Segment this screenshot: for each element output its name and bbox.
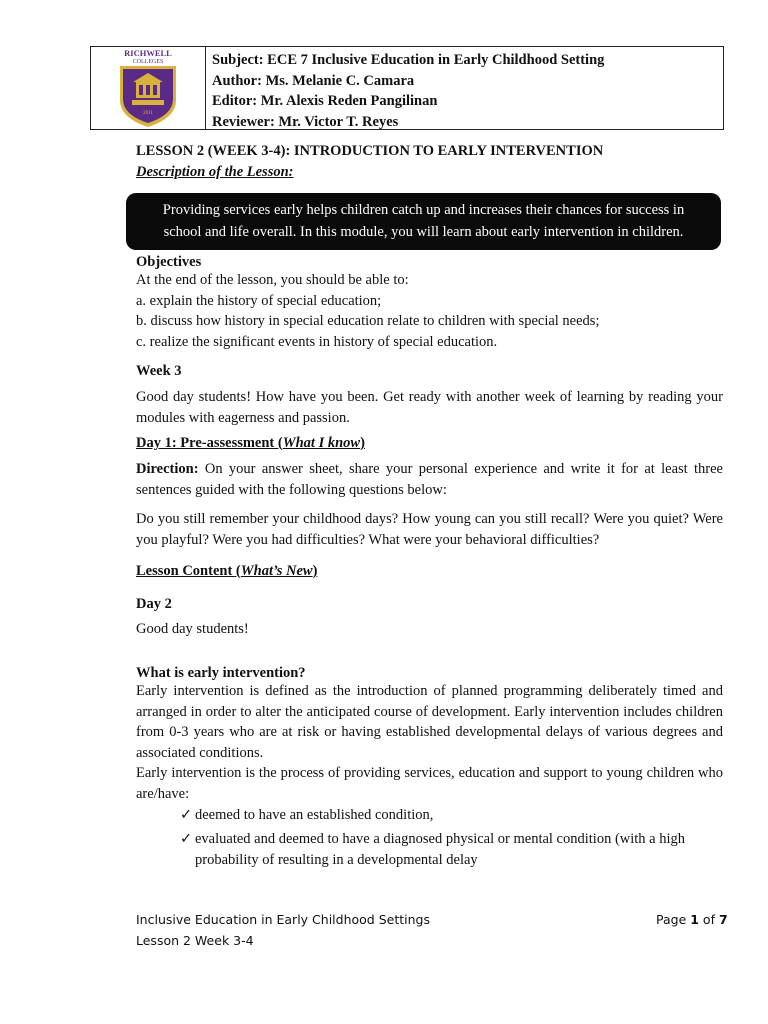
lesson-title: LESSON 2 (WEEK 3-4): INTRODUCTION TO EARLY INTERVENTION [136, 143, 604, 159]
college-logo [91, 47, 206, 129]
day2-heading: Day 2 [136, 596, 172, 612]
page-of: of [698, 912, 719, 927]
objective-item: b. discuss how history in special education relate to children with special needs; [136, 313, 600, 329]
subject-line: Subject: ECE 7 Inclusive Education in Early Childhood Setting [212, 52, 605, 68]
lesson-content-heading [136, 561, 317, 582]
day1-heading-prefix: Day 1: Pre-assessment ( [136, 435, 283, 451]
early-intervention-heading: What is early intervention? [136, 665, 306, 681]
direction-paragraph [136, 459, 723, 500]
header-info [206, 47, 723, 129]
page-total: 7 [718, 912, 728, 927]
svg-text:RICHWELL: RICHWELL [124, 48, 172, 58]
author-line: Author: Ms. Melanie C. Camara [212, 72, 415, 89]
bullet-item: evaluated and deemed to have a diagnosed physical or mental condition (with a high [195, 831, 686, 847]
editor-line: Editor: Mr. Alexis Reden Pangilinan [212, 93, 438, 109]
day1-heading [136, 433, 365, 454]
direction-label: Direction: [136, 461, 199, 477]
page-prefix: Page [656, 912, 691, 927]
page-current: 1 [690, 912, 699, 927]
banner-line-2: school and life overall. In this module, you will learn about early intervention in children. [163, 224, 684, 240]
day1-heading-suffix: ) [360, 435, 365, 451]
day2-greeting: Good day students! [136, 621, 249, 637]
footer-course: Inclusive Education in Early Childhood Settings [136, 912, 430, 927]
svg-text:COLLEGES: COLLEGES [132, 59, 164, 65]
direction-text: On your answer sheet, share your personal experience and write it for at least three sentences guided with the following questions below: [136, 461, 723, 498]
week3-heading: Week 3 [136, 363, 182, 379]
week3-text: Good day students! How have you been. Get ready with another week of learning by reading your modules with eagerness and passion. [136, 389, 723, 426]
objectives-intro: At the end of the lesson, you should be able to: [136, 272, 409, 288]
banner-line-1: Providing services early helps children catch up and increases their chances for success in [162, 202, 685, 218]
objectives-heading: Objectives [136, 254, 202, 270]
reviewer-line: Reviewer: Mr. Victor T. Reyes [212, 113, 399, 130]
lesson-content-suffix: ) [312, 563, 318, 579]
footer-lesson: Lesson 2 Week 3-4 [136, 933, 254, 948]
day1-heading-italic: What I know [282, 435, 361, 451]
check-icon: ✓ [180, 831, 193, 847]
lesson-content-prefix: Lesson Content ( [136, 563, 241, 579]
early-intervention-para2: Early intervention is the process of providing services, education and support to young children who are/have: [136, 765, 723, 802]
description-banner [126, 193, 721, 250]
early-intervention-para1: Early intervention is defined as the introduction of planned programming deliberately timed and arranged in order to alter the anticipated course of development. Early intervention includes children from 0-3 years who are at risk or having established developmental delays of various degrees and associated conditions. [136, 683, 723, 761]
check-icon: ✓ [180, 807, 193, 823]
objective-item: c. realize the significant events in history of special education. [136, 334, 498, 350]
bullet-item-continued: probability of resulting in a developmental delay [195, 852, 478, 868]
objective-item: a. explain the history of special education; [136, 293, 382, 309]
svg-text:2011: 2011 [143, 111, 153, 116]
description-heading: Description of the Lesson: [136, 164, 294, 180]
bullet-item: deemed to have an established condition, [195, 807, 434, 823]
page-number [656, 912, 728, 927]
header-table [90, 46, 724, 130]
richwell-shield-icon [112, 48, 184, 128]
day1-questions: Do you still remember your childhood days? How young can you still recall? Were you quiet? Were you playful? Were you had difficulties? What were your behavioral difficulties? [136, 511, 723, 548]
lesson-content-italic: What’s New [240, 563, 313, 579]
